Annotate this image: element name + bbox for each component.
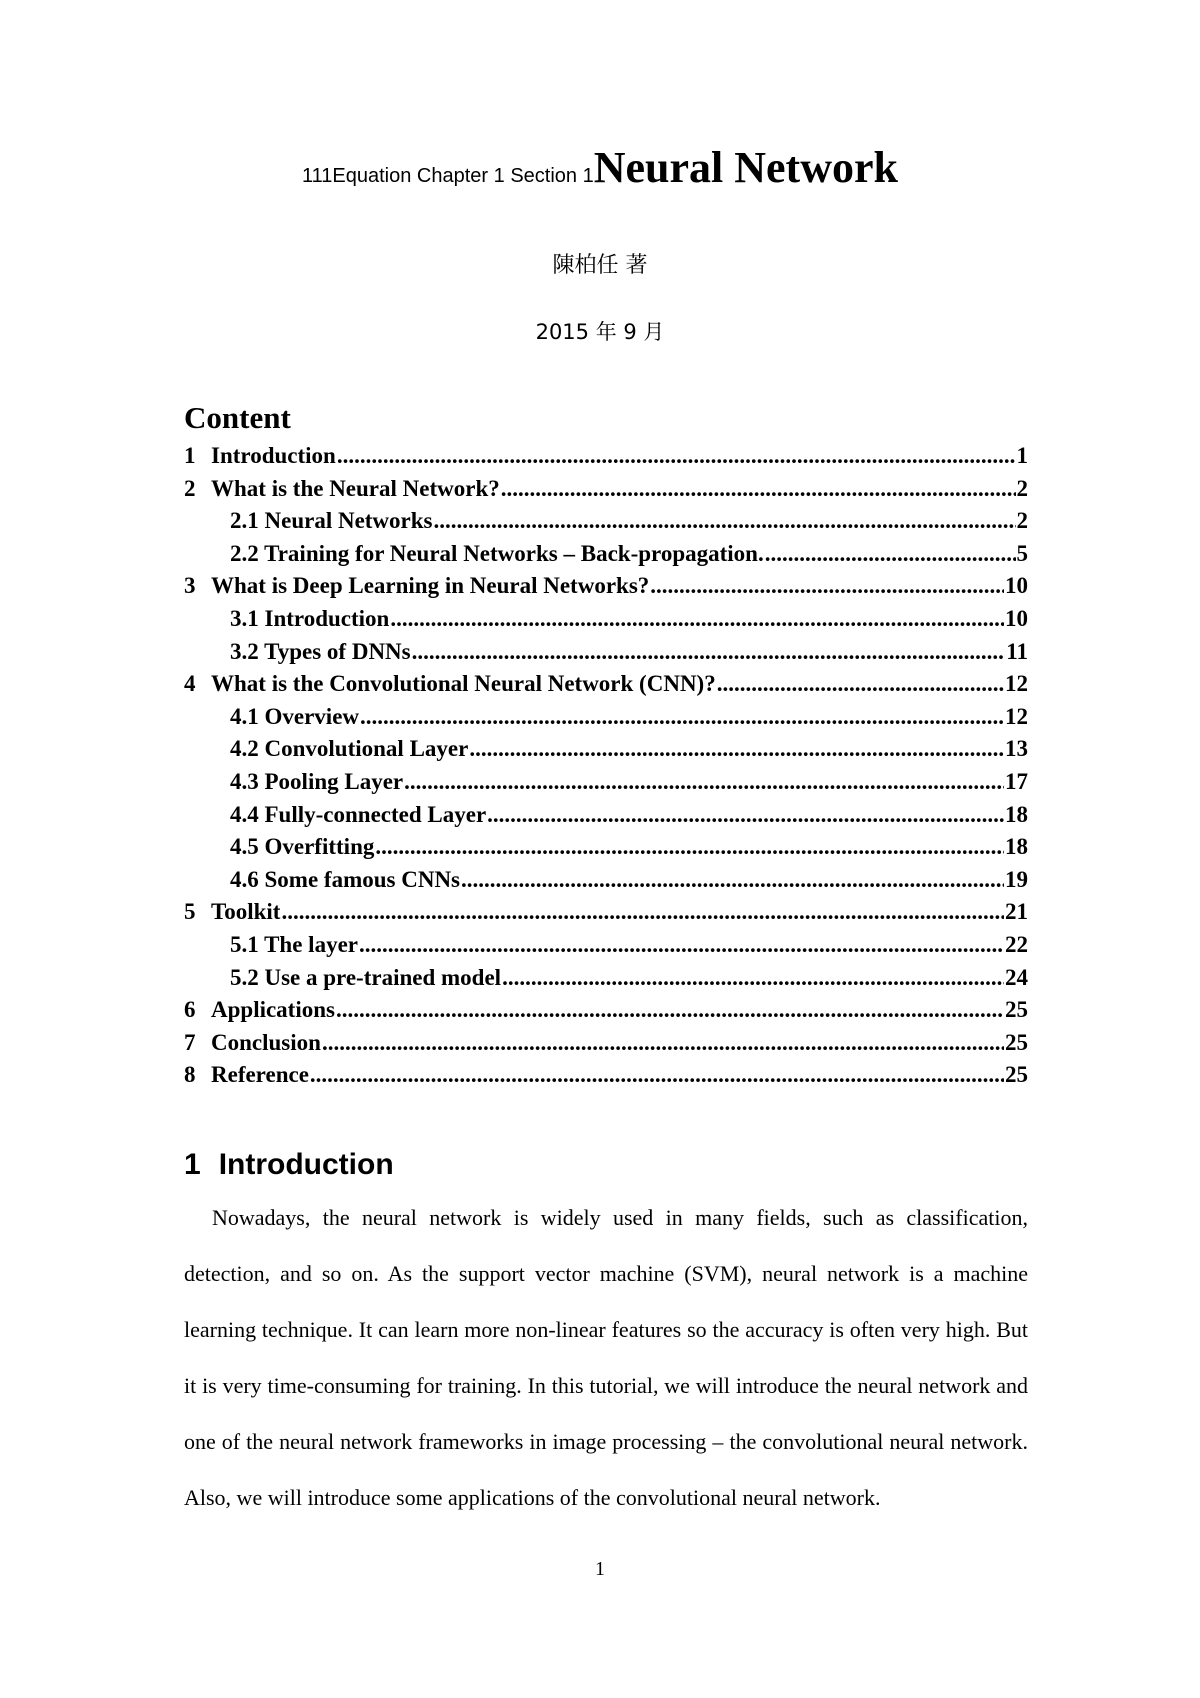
toc-dot-leader (360, 704, 1004, 730)
toc-entry-page: 12 (1005, 671, 1028, 697)
toc-entry-label: 2.1 Neural Networks (230, 508, 433, 534)
toc-entry-page: 11 (1006, 638, 1028, 664)
toc-entry-page: 17 (1005, 768, 1028, 794)
toc-dot-leader (322, 1030, 1004, 1056)
toc-entry[interactable] (184, 639, 1028, 672)
toc-entry-page: 12 (1005, 703, 1028, 729)
toc-dot-leader (390, 606, 1004, 632)
date-line: 2015 年 9 月 (535, 320, 665, 344)
toc-entry-number: 5 (184, 899, 196, 925)
page-number: 1 (595, 1558, 605, 1580)
toc-entry-page: 18 (1005, 801, 1028, 827)
toc-dot-leader (375, 834, 1004, 860)
toc-entry-number: 4 (184, 671, 196, 697)
toc-entry-label: 4.3 Pooling Layer (230, 768, 404, 794)
toc-dot-leader (281, 899, 1004, 925)
section-title: Introduction (218, 1148, 394, 1181)
toc-entry-page: 13 (1005, 736, 1028, 762)
toc-entry-label: Toolkit (211, 899, 281, 925)
toc-entry-page: 5 (1016, 540, 1028, 566)
toc-entry-label: 2.2 Training for Neural Networks – Back-propagation. (230, 540, 764, 566)
toc-entry-label: 4.5 Overfitting (230, 834, 375, 860)
toc-entry-page: 10 (1005, 605, 1028, 631)
toc-entry[interactable] (184, 932, 1028, 965)
toc-entry[interactable] (184, 867, 1028, 900)
toc-entry-label: 3.2 Types of DNNs (230, 638, 411, 664)
toc-dot-leader (650, 573, 1004, 599)
toc-dot-leader (765, 541, 1016, 567)
toc-entry-page: 19 (1005, 866, 1028, 892)
toc-entry-page: 25 (1005, 1029, 1028, 1055)
section-heading (184, 1148, 394, 1182)
toc-entry-label: 5.2 Use a pre-trained model (230, 964, 502, 990)
toc-entry-page: 22 (1005, 931, 1028, 957)
toc-entry[interactable] (184, 802, 1028, 835)
toc-dot-leader (310, 1062, 1004, 1088)
toc-entry[interactable] (184, 671, 1028, 704)
toc-entry-page: 25 (1005, 997, 1028, 1023)
toc-dot-leader (502, 965, 1004, 991)
toc-entry[interactable] (184, 1062, 1028, 1095)
toc-entry-number: 6 (184, 997, 196, 1023)
toc-entry-label: Introduction (211, 443, 336, 468)
toc-entry[interactable] (184, 573, 1028, 606)
toc-dot-leader (461, 867, 1004, 893)
toc-entry[interactable] (184, 606, 1028, 639)
toc-entry-number: 2 (184, 475, 196, 501)
toc-entry-label: What is the Convolutional Neural Network (CNN)? (211, 671, 716, 697)
toc-dot-leader (412, 639, 1006, 665)
section-body-paragraph: Nowadays, the neural network is widely used in many fields, such as classification, detection, and so on. As the support vector machine (SVM), neural network is a machine learning technique. It can learn more non-linear features so the accuracy is often very high. But it is very time-consuming for training. In this tutorial, we will introduce the neural network and one of the neural network frameworks in image processing – the convolutional neural network. Also, we will introduce some applications of the convolutional neural network. (184, 1205, 1028, 1510)
toc-entry-page: 2 (1016, 508, 1028, 534)
toc-entry-page: 18 (1005, 834, 1028, 860)
toc-entry-label: 3.1 Introduction (230, 605, 390, 631)
toc-entry-label: Reference (211, 1062, 309, 1088)
table-of-contents (184, 443, 1028, 1095)
toc-dot-leader (717, 671, 1004, 697)
toc-entry[interactable] (184, 769, 1028, 802)
toc-entry-number: 8 (184, 1062, 196, 1088)
toc-entry-label: Conclusion (211, 1029, 321, 1055)
toc-entry[interactable] (184, 541, 1028, 574)
toc-entry-page: 1 (1016, 443, 1028, 468)
toc-entry-label: What is the Neural Network? (211, 475, 500, 501)
toc-dot-leader (336, 997, 1004, 1023)
toc-entry[interactable] (184, 443, 1028, 476)
toc-entry-label: Applications (211, 997, 335, 1023)
toc-entry-label: 4.6 Some famous CNNs (230, 866, 460, 892)
toc-entry[interactable] (184, 476, 1028, 509)
toc-entry-page: 21 (1005, 899, 1028, 925)
toc-dot-leader (501, 476, 1016, 502)
toc-dot-leader (359, 932, 1004, 958)
section-number: 1 (184, 1148, 201, 1181)
toc-entry-number: 3 (184, 573, 196, 599)
toc-entry-label: 4.4 Fully-connected Layer (230, 801, 487, 827)
toc-entry-label: What is Deep Learning in Neural Networks? (211, 573, 650, 599)
toc-entry[interactable] (184, 736, 1028, 769)
toc-entry[interactable] (184, 997, 1028, 1030)
toc-entry-label: 4.1 Overview (230, 703, 360, 729)
toc-dot-leader (337, 443, 1016, 469)
title-text: Neural Network (593, 143, 898, 192)
toc-entry[interactable] (184, 899, 1028, 932)
toc-entry-number: 1 (184, 443, 196, 468)
toc-entry[interactable] (184, 834, 1028, 867)
toc-entry-page: 25 (1005, 1062, 1028, 1088)
toc-dot-leader (404, 769, 1004, 795)
toc-entry-number: 7 (184, 1029, 196, 1055)
toc-entry-page: 24 (1005, 964, 1028, 990)
document-title (0, 142, 1200, 193)
toc-entry-page: 2 (1016, 475, 1028, 501)
toc-entry-label: 4.2 Convolutional Layer (230, 736, 469, 762)
toc-dot-leader (434, 508, 1016, 534)
toc-entry[interactable] (184, 1030, 1028, 1063)
toc-dot-leader (487, 802, 1004, 828)
toc-entry-page: 10 (1005, 573, 1028, 599)
toc-entry[interactable] (184, 965, 1028, 998)
author-line: 陳柏任 著 (552, 253, 648, 278)
toc-entry-label: 5.1 The layer (230, 931, 358, 957)
toc-dot-leader (469, 736, 1004, 762)
toc-entry[interactable] (184, 704, 1028, 737)
title-field-code: 111Equation Chapter 1 Section 1 (302, 165, 594, 187)
toc-entry[interactable] (184, 508, 1028, 541)
toc-heading: Content (184, 400, 291, 435)
